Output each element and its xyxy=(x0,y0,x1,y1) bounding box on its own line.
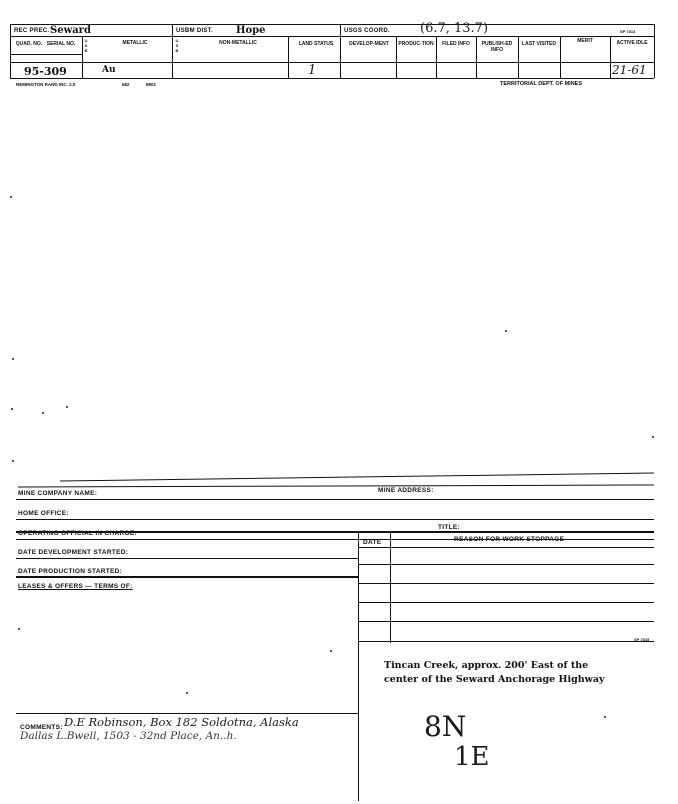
rec-prec-value: Seward xyxy=(50,25,91,36)
rec-prec-label: REC PREC. xyxy=(14,28,50,34)
form-number-bottom: SP 7815 xyxy=(634,637,650,642)
col-header-merit: MERIT xyxy=(577,38,593,44)
operating-official-label: OPERATING OFFICIAL IN CHARGE: xyxy=(18,530,137,537)
department-label: TERRITORIAL DEPT. OF MINES xyxy=(500,81,582,87)
col-header-usbm-nonmetallic: U S B xyxy=(175,38,179,53)
leases-offers-label: LEASES & OFFERS — TERMS OF: xyxy=(18,583,133,590)
usbm-dist-label: USBM DIST. xyxy=(176,28,214,34)
usbm-dist-value: Hope xyxy=(236,25,266,36)
col-header-metallic: METALLIC xyxy=(122,40,148,46)
date-production-label: DATE PRODUCTION STARTED: xyxy=(18,568,123,575)
col-header-usbm-metallic: U S B xyxy=(84,38,88,53)
active-idle-value: 21-61 xyxy=(612,63,647,77)
home-office-label: HOME OFFICE: xyxy=(18,510,69,517)
mine-company-name-label: MINE COMPANY NAME: xyxy=(18,490,98,497)
col-header-production: PRODUC-TION xyxy=(398,41,434,47)
date-development-label: DATE DEVELOPMENT STARTED: xyxy=(18,549,129,556)
col-header-land-status: LAND STATUS xyxy=(298,41,334,47)
location-line-2: center of the Seward Anchorage Highway xyxy=(384,674,605,685)
location-line-1: Tincan Creek, approx. 200' East of the xyxy=(384,660,589,671)
col-header-nonmetallic: NON-METALLIC xyxy=(219,40,257,46)
col-header-active-idle: ACTIVE IDLE xyxy=(616,40,648,46)
col-header-serial: SERIAL NO. xyxy=(46,41,76,47)
form-number-top: SP 7814 xyxy=(620,29,636,34)
usgs-coord-label: USGS COORD. xyxy=(344,28,390,34)
land-status-value: 1 xyxy=(308,63,317,78)
reason-column-header: REASON FOR WORK STOPPAGE xyxy=(454,536,565,543)
printer-code-1: 682 xyxy=(122,82,130,87)
comments-line-1: D.E Robinson, Box 182 Soldotna, Alaska xyxy=(64,715,299,729)
col-header-last-visited: LAST VISITED xyxy=(522,41,556,47)
range-value: 1E xyxy=(454,742,490,772)
usgs-coord-value: (6.7, 13.7) xyxy=(420,21,489,36)
col-header-published-info: PUBLISH-ED INFO xyxy=(481,41,513,53)
printer-code-2: 8801 xyxy=(146,82,157,87)
comments-line-2: Dallas L.Bwell, 1503 - 32nd Place, An..h. xyxy=(20,730,237,742)
col-header-development: DEVELOP-MENT xyxy=(349,41,389,47)
form-top-rule xyxy=(0,465,678,495)
date-column-header: DATE xyxy=(363,539,382,546)
col-header-quad: QUAD. NO. xyxy=(15,41,43,47)
mine-address-label: MINE ADDRESS: xyxy=(378,487,434,494)
metallic-value: Au xyxy=(102,65,116,75)
quad-serial-value: 95-309 xyxy=(24,65,67,78)
title-label: TITLE: xyxy=(438,524,461,531)
col-header-filed-info: FILED INFO xyxy=(442,41,470,47)
comments-label: COMMENTS: xyxy=(20,724,63,731)
township-value: 8N xyxy=(424,710,467,743)
printer-name: REMINGTON RAND INC. 2.0 xyxy=(16,82,76,87)
